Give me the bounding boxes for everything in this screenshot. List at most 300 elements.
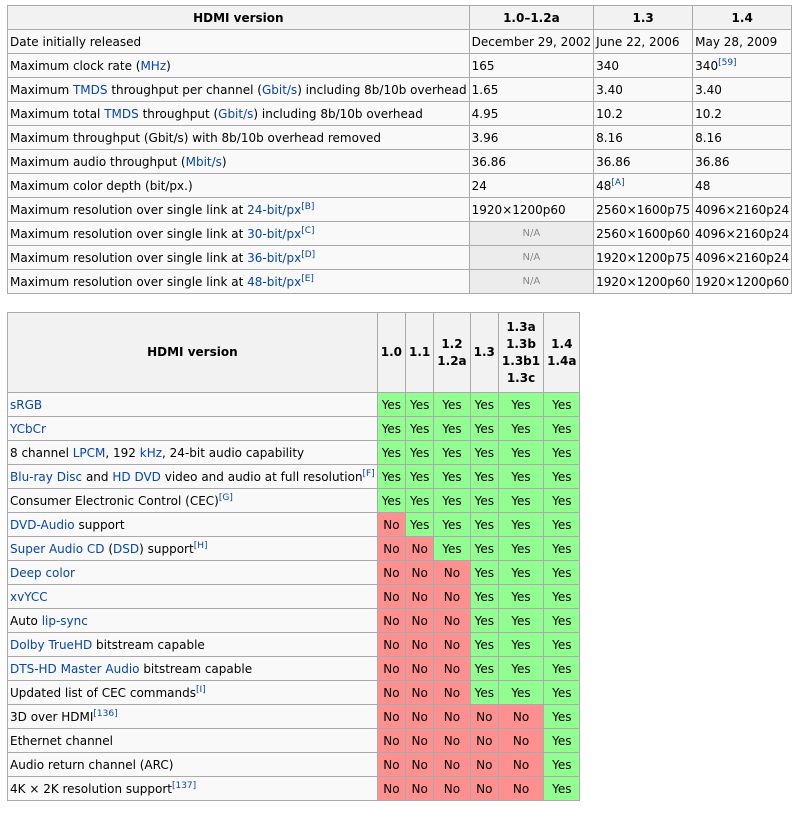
cell-value: 48 bbox=[695, 178, 711, 193]
label-text: 3D over HDMI bbox=[10, 709, 94, 724]
label-text: Maximum resolution over single link at bbox=[10, 202, 248, 217]
value-cell bbox=[693, 246, 792, 270]
cell-value: December 29, 2002 bbox=[471, 34, 592, 49]
support-no-cell: No bbox=[434, 657, 470, 681]
support-no-cell: No bbox=[406, 753, 434, 777]
support-yes-cell: Yes bbox=[470, 657, 498, 681]
hdmi-specs-table bbox=[7, 5, 792, 294]
row-label bbox=[8, 78, 470, 102]
label-text: ) bbox=[166, 58, 171, 73]
version-label: 1.3a bbox=[506, 319, 536, 334]
hdmi-features-table bbox=[7, 312, 580, 801]
support-yes-cell: Yes bbox=[544, 681, 580, 705]
value-cell bbox=[469, 102, 593, 126]
label-text: ) including 8b/10b overhead bbox=[253, 106, 423, 121]
feature-label bbox=[8, 489, 378, 513]
feature-label bbox=[8, 753, 378, 777]
support-no-cell: No bbox=[406, 657, 434, 681]
table-row bbox=[8, 513, 580, 537]
value-cell bbox=[469, 126, 593, 150]
footnote-link[interactable]: [59] bbox=[718, 57, 737, 68]
label-text: 4K × 2K resolution support bbox=[10, 781, 172, 796]
support-no-cell: No bbox=[377, 609, 405, 633]
support-yes-cell: Yes bbox=[544, 465, 580, 489]
support-no-cell: No bbox=[498, 777, 543, 801]
support-no-cell: No bbox=[377, 729, 405, 753]
label-text: ) bbox=[221, 154, 227, 169]
support-yes-cell: Yes bbox=[498, 513, 543, 537]
support-yes-cell: Yes bbox=[406, 513, 434, 537]
label-link[interactable]: 24-bit/px bbox=[247, 202, 302, 217]
table-row bbox=[8, 561, 580, 585]
value-cell bbox=[469, 30, 593, 54]
table-row bbox=[8, 609, 580, 633]
label-text: throughput ( bbox=[138, 106, 219, 121]
table-row bbox=[8, 54, 792, 78]
cell-value: N/A bbox=[522, 252, 541, 263]
support-yes-cell: Yes bbox=[498, 489, 543, 513]
version-label: 1.4 bbox=[551, 336, 573, 351]
label-link[interactable]: MHz bbox=[140, 58, 167, 73]
support-yes-cell: Yes bbox=[544, 561, 580, 585]
cell-value: June 22, 2006 bbox=[596, 34, 680, 49]
value-cell bbox=[594, 102, 693, 126]
label-link[interactable]: xvYCC bbox=[10, 589, 48, 604]
label-link[interactable]: Mbit/s bbox=[185, 154, 222, 169]
value-cell bbox=[693, 102, 792, 126]
label-text: ) support bbox=[139, 541, 194, 556]
version-label: 1.2 bbox=[441, 336, 463, 351]
row-label bbox=[8, 174, 470, 198]
support-yes-cell: Yes bbox=[544, 489, 580, 513]
footnote-link[interactable]: [136] bbox=[93, 708, 118, 719]
support-no-cell: No bbox=[377, 681, 405, 705]
support-no-cell: No bbox=[470, 753, 498, 777]
label-link[interactable]: kHz bbox=[139, 445, 163, 460]
row-label bbox=[8, 270, 470, 294]
support-no-cell: No bbox=[377, 537, 405, 561]
support-yes-cell: Yes bbox=[498, 657, 543, 681]
support-no-cell: No bbox=[406, 609, 434, 633]
label-text: Maximum resolution over single link at bbox=[10, 250, 248, 265]
label-link[interactable]: 48-bit/px bbox=[247, 274, 302, 289]
footnote-ref bbox=[172, 781, 196, 791]
cell-value: 340 bbox=[596, 58, 620, 73]
support-yes-cell: Yes bbox=[544, 393, 580, 417]
support-no-cell: No bbox=[377, 585, 405, 609]
table-row bbox=[8, 150, 792, 174]
support-no-cell: No bbox=[434, 729, 470, 753]
support-yes-cell: Yes bbox=[434, 513, 470, 537]
support-no-cell: No bbox=[434, 705, 470, 729]
column-header: 1.3 bbox=[594, 6, 693, 30]
label-link[interactable]: sRGB bbox=[10, 397, 43, 412]
cell-value: 1920×1200p60 bbox=[471, 202, 566, 217]
table-row bbox=[8, 417, 580, 441]
cell-value: 3.40 bbox=[695, 82, 722, 97]
footnote-link[interactable]: [D] bbox=[301, 249, 316, 260]
support-no-cell: No bbox=[434, 777, 470, 801]
support-yes-cell: Yes bbox=[470, 681, 498, 705]
support-yes-cell: Yes bbox=[377, 465, 405, 489]
label-text: Updated list of CEC commands bbox=[10, 685, 197, 700]
row-label bbox=[8, 150, 470, 174]
label-text: bitstream capable bbox=[92, 637, 205, 652]
value-cell bbox=[594, 270, 693, 294]
footnote-ref bbox=[363, 469, 375, 479]
value-cell bbox=[469, 150, 593, 174]
footnote-link[interactable]: [I] bbox=[196, 684, 206, 695]
version-label: 1.3b1 bbox=[501, 353, 541, 368]
label-link[interactable]: 36-bit/px bbox=[247, 250, 302, 265]
footnote-link[interactable]: [B] bbox=[301, 201, 315, 212]
cell-value: 24 bbox=[471, 178, 487, 193]
support-no-cell: No bbox=[377, 777, 405, 801]
label-text: bitstream capable bbox=[139, 661, 253, 676]
support-no-cell: No bbox=[406, 633, 434, 657]
label-text: , 192 bbox=[105, 445, 140, 460]
support-no-cell: No bbox=[434, 561, 470, 585]
value-cell bbox=[693, 198, 792, 222]
feature-label bbox=[8, 417, 378, 441]
value-cell bbox=[594, 246, 693, 270]
value-cell bbox=[469, 174, 593, 198]
version-label: 1.1 bbox=[409, 345, 431, 359]
support-yes-cell: Yes bbox=[434, 537, 470, 561]
version-header bbox=[544, 313, 580, 393]
table-row bbox=[8, 174, 792, 198]
value-cell bbox=[594, 30, 693, 54]
feature-label bbox=[8, 561, 378, 585]
footnote-ref bbox=[219, 493, 233, 503]
table-row bbox=[8, 126, 792, 150]
cell-value: 10.2 bbox=[596, 106, 623, 121]
label-text: ) including 8b/10b overhead bbox=[297, 82, 467, 97]
support-yes-cell: Yes bbox=[498, 681, 543, 705]
footnote-ref bbox=[611, 178, 624, 188]
support-yes-cell: Yes bbox=[377, 441, 405, 465]
cell-value: 1920×1200p75 bbox=[596, 250, 691, 265]
cell-value: 4096×2160p24 bbox=[695, 202, 790, 217]
table-row bbox=[8, 585, 580, 609]
na-cell bbox=[469, 222, 593, 246]
label-link[interactable]: HD DVD bbox=[112, 469, 161, 484]
cell-value: 36.86 bbox=[596, 154, 631, 169]
support-yes-cell: Yes bbox=[406, 441, 434, 465]
support-no-cell: No bbox=[377, 633, 405, 657]
table-row bbox=[8, 222, 792, 246]
row-label bbox=[8, 102, 470, 126]
label-text: Audio return channel (ARC) bbox=[10, 757, 174, 772]
version-header bbox=[498, 313, 543, 393]
support-yes-cell: Yes bbox=[470, 489, 498, 513]
support-no-cell: No bbox=[377, 753, 405, 777]
version-label: 1.4a bbox=[547, 353, 577, 368]
support-yes-cell: Yes bbox=[377, 489, 405, 513]
value-cell bbox=[469, 54, 593, 78]
cell-value: 4096×2160p24 bbox=[695, 250, 790, 265]
label-text: support bbox=[74, 517, 125, 532]
label-link[interactable]: lip-sync bbox=[41, 613, 88, 628]
feature-label bbox=[8, 681, 378, 705]
cell-value: 48 bbox=[596, 178, 612, 193]
label-link[interactable]: Deep color bbox=[10, 565, 75, 580]
label-text: video and audio at full resolution bbox=[160, 469, 363, 484]
support-yes-cell: Yes bbox=[498, 465, 543, 489]
support-no-cell: No bbox=[498, 753, 543, 777]
support-no-cell: No bbox=[434, 609, 470, 633]
label-link[interactable]: TMDS bbox=[72, 82, 108, 97]
support-yes-cell: Yes bbox=[470, 441, 498, 465]
support-yes-cell: Yes bbox=[544, 513, 580, 537]
cell-value: 8.16 bbox=[596, 130, 623, 145]
feature-label bbox=[8, 609, 378, 633]
support-yes-cell: Yes bbox=[406, 417, 434, 441]
version-header bbox=[434, 313, 470, 393]
label-text: Consumer Electronic Control (CEC) bbox=[10, 493, 219, 508]
label-text: ( bbox=[104, 541, 114, 556]
label-text: Ethernet channel bbox=[10, 733, 113, 748]
version-header bbox=[470, 313, 498, 393]
table-row bbox=[8, 102, 792, 126]
table-row bbox=[8, 753, 580, 777]
label-link[interactable]: DTS-HD Master Audio bbox=[10, 661, 140, 676]
footnote-ref bbox=[301, 226, 314, 236]
value-cell bbox=[594, 222, 693, 246]
support-yes-cell: Yes bbox=[470, 633, 498, 657]
cell-value: 36.86 bbox=[695, 154, 730, 169]
feature-label bbox=[8, 465, 378, 489]
feature-label bbox=[8, 657, 378, 681]
feature-label bbox=[8, 705, 378, 729]
label-text: Date initially released bbox=[10, 34, 142, 49]
header-row bbox=[8, 6, 792, 30]
label-link[interactable]: DSD bbox=[113, 541, 140, 556]
support-yes-cell: Yes bbox=[434, 417, 470, 441]
support-yes-cell: Yes bbox=[498, 633, 543, 657]
support-yes-cell: Yes bbox=[377, 417, 405, 441]
header-row bbox=[8, 313, 580, 393]
feature-label bbox=[8, 513, 378, 537]
support-yes-cell: Yes bbox=[470, 561, 498, 585]
label-link[interactable]: Super Audio CD bbox=[10, 541, 105, 556]
support-yes-cell: Yes bbox=[470, 609, 498, 633]
support-no-cell: No bbox=[498, 705, 543, 729]
support-yes-cell: Yes bbox=[544, 417, 580, 441]
support-no-cell: No bbox=[470, 777, 498, 801]
feature-label bbox=[8, 441, 378, 465]
support-yes-cell: Yes bbox=[377, 393, 405, 417]
label-link[interactable]: Blu-ray Disc bbox=[10, 469, 83, 484]
support-no-cell: No bbox=[434, 585, 470, 609]
footnote-link[interactable]: [A] bbox=[611, 177, 625, 188]
cell-value: 4096×2160p24 bbox=[695, 226, 790, 241]
cell-value: 340 bbox=[695, 58, 719, 73]
support-yes-cell: Yes bbox=[434, 465, 470, 489]
footnote-link[interactable]: [E] bbox=[301, 273, 314, 284]
cell-value: 1920×1200p60 bbox=[695, 274, 790, 289]
label-text: , 24-bit audio capability bbox=[162, 445, 305, 460]
cell-value: 1920×1200p60 bbox=[596, 274, 691, 289]
version-header bbox=[377, 313, 405, 393]
value-cell bbox=[693, 54, 792, 78]
value-cell bbox=[693, 150, 792, 174]
table-row bbox=[8, 465, 580, 489]
table-row bbox=[8, 78, 792, 102]
label-text: Maximum total bbox=[10, 106, 105, 121]
cell-value: 3.96 bbox=[471, 130, 499, 145]
version-label: 1.3b bbox=[506, 336, 536, 351]
cell-value: May 28, 2009 bbox=[695, 34, 778, 49]
support-yes-cell: Yes bbox=[470, 393, 498, 417]
label-text: 8 channel bbox=[10, 445, 73, 460]
version-label: 1.3c bbox=[506, 370, 536, 385]
support-no-cell: No bbox=[406, 777, 434, 801]
support-yes-cell: Yes bbox=[498, 561, 543, 585]
label-text: Maximum resolution over single link at bbox=[10, 274, 248, 289]
label-link[interactable]: YCbCr bbox=[10, 421, 46, 436]
value-cell bbox=[469, 78, 593, 102]
row-label bbox=[8, 30, 470, 54]
support-yes-cell: Yes bbox=[434, 489, 470, 513]
support-yes-cell: Yes bbox=[470, 513, 498, 537]
support-no-cell: No bbox=[470, 705, 498, 729]
label-text: Maximum clock rate ( bbox=[10, 58, 141, 73]
support-yes-cell: Yes bbox=[498, 585, 543, 609]
support-yes-cell: Yes bbox=[406, 393, 434, 417]
value-cell bbox=[693, 30, 792, 54]
support-no-cell: No bbox=[377, 561, 405, 585]
cell-value: 8.16 bbox=[695, 130, 722, 145]
feature-label bbox=[8, 633, 378, 657]
feature-label bbox=[8, 729, 378, 753]
support-no-cell: No bbox=[470, 729, 498, 753]
support-yes-cell: Yes bbox=[544, 729, 580, 753]
cell-value: N/A bbox=[522, 228, 541, 239]
label-link[interactable]: Gbit/s bbox=[261, 82, 298, 97]
table-row bbox=[8, 657, 580, 681]
support-no-cell: No bbox=[406, 729, 434, 753]
label-text: Maximum throughput (Gbit/s) with 8b/10b overhead removed bbox=[10, 130, 382, 145]
cell-value: 165 bbox=[471, 58, 495, 73]
table-row bbox=[8, 729, 580, 753]
table-row bbox=[8, 489, 580, 513]
value-cell bbox=[693, 174, 792, 198]
value-cell bbox=[594, 54, 693, 78]
cell-value: 4.95 bbox=[471, 106, 499, 121]
value-cell bbox=[693, 222, 792, 246]
label-text: Maximum color depth (bit/px.) bbox=[10, 178, 193, 193]
footnote-link[interactable]: [137] bbox=[171, 780, 197, 791]
support-no-cell: No bbox=[406, 561, 434, 585]
label-link[interactable]: LPCM bbox=[72, 445, 106, 460]
footnote-link[interactable]: [G] bbox=[218, 492, 233, 503]
support-no-cell: No bbox=[406, 681, 434, 705]
label-text: Maximum bbox=[10, 82, 73, 97]
value-cell bbox=[594, 150, 693, 174]
support-no-cell: No bbox=[434, 753, 470, 777]
support-no-cell: No bbox=[434, 633, 470, 657]
label-link[interactable]: 30-bit/px bbox=[247, 226, 302, 241]
row-label bbox=[8, 126, 470, 150]
support-no-cell: No bbox=[377, 657, 405, 681]
footnote-ref bbox=[196, 685, 206, 695]
version-label: 1.3 bbox=[473, 345, 495, 359]
footnote-ref bbox=[93, 709, 117, 719]
footnote-ref bbox=[301, 202, 314, 212]
footnote-link[interactable]: [H] bbox=[193, 540, 208, 551]
support-yes-cell: Yes bbox=[434, 393, 470, 417]
table-row bbox=[8, 441, 580, 465]
column-header: HDMI version bbox=[8, 313, 378, 393]
cell-value: 2560×1600p75 bbox=[596, 202, 691, 217]
feature-label bbox=[8, 537, 378, 561]
footnote-ref bbox=[301, 250, 315, 260]
support-yes-cell: Yes bbox=[544, 705, 580, 729]
table-row bbox=[8, 30, 792, 54]
label-link[interactable]: Gbit/s bbox=[218, 106, 254, 121]
support-no-cell: No bbox=[406, 705, 434, 729]
support-yes-cell: Yes bbox=[544, 585, 580, 609]
support-yes-cell: Yes bbox=[470, 417, 498, 441]
na-cell bbox=[469, 246, 593, 270]
support-yes-cell: Yes bbox=[544, 441, 580, 465]
support-yes-cell: Yes bbox=[498, 537, 543, 561]
support-yes-cell: Yes bbox=[544, 657, 580, 681]
table-row bbox=[8, 777, 580, 801]
value-cell bbox=[594, 198, 693, 222]
version-header bbox=[406, 313, 434, 393]
support-yes-cell: Yes bbox=[498, 417, 543, 441]
value-cell bbox=[693, 126, 792, 150]
support-no-cell: No bbox=[498, 729, 543, 753]
table-row bbox=[8, 198, 792, 222]
cell-value: N/A bbox=[522, 276, 541, 287]
value-cell bbox=[693, 78, 792, 102]
label-text: Auto bbox=[10, 613, 42, 628]
label-link[interactable]: DVD-Audio bbox=[10, 517, 75, 532]
label-link[interactable]: Dolby TrueHD bbox=[10, 637, 93, 652]
support-yes-cell: Yes bbox=[406, 465, 434, 489]
footnote-ref bbox=[718, 58, 736, 68]
table-row bbox=[8, 681, 580, 705]
value-cell bbox=[693, 270, 792, 294]
support-yes-cell: Yes bbox=[544, 633, 580, 657]
support-yes-cell: Yes bbox=[544, 777, 580, 801]
support-yes-cell: Yes bbox=[498, 609, 543, 633]
label-text: and bbox=[82, 469, 113, 484]
label-text: throughput per channel ( bbox=[107, 82, 262, 97]
support-yes-cell: Yes bbox=[406, 489, 434, 513]
table-row bbox=[8, 537, 580, 561]
table-row bbox=[8, 705, 580, 729]
feature-label bbox=[8, 777, 378, 801]
cell-value: 3.40 bbox=[596, 82, 623, 97]
footnote-ref bbox=[194, 541, 208, 551]
cell-value: 2560×1600p60 bbox=[596, 226, 691, 241]
label-link[interactable]: TMDS bbox=[104, 106, 139, 121]
value-cell bbox=[594, 78, 693, 102]
footnote-link[interactable]: [C] bbox=[301, 225, 315, 236]
support-yes-cell: Yes bbox=[498, 393, 543, 417]
support-no-cell: No bbox=[406, 537, 434, 561]
support-yes-cell: Yes bbox=[498, 441, 543, 465]
support-no-cell: No bbox=[377, 513, 405, 537]
support-yes-cell: Yes bbox=[470, 537, 498, 561]
column-header: 1.4 bbox=[693, 6, 792, 30]
footnote-link[interactable]: [F] bbox=[362, 468, 375, 479]
value-cell bbox=[594, 126, 693, 150]
